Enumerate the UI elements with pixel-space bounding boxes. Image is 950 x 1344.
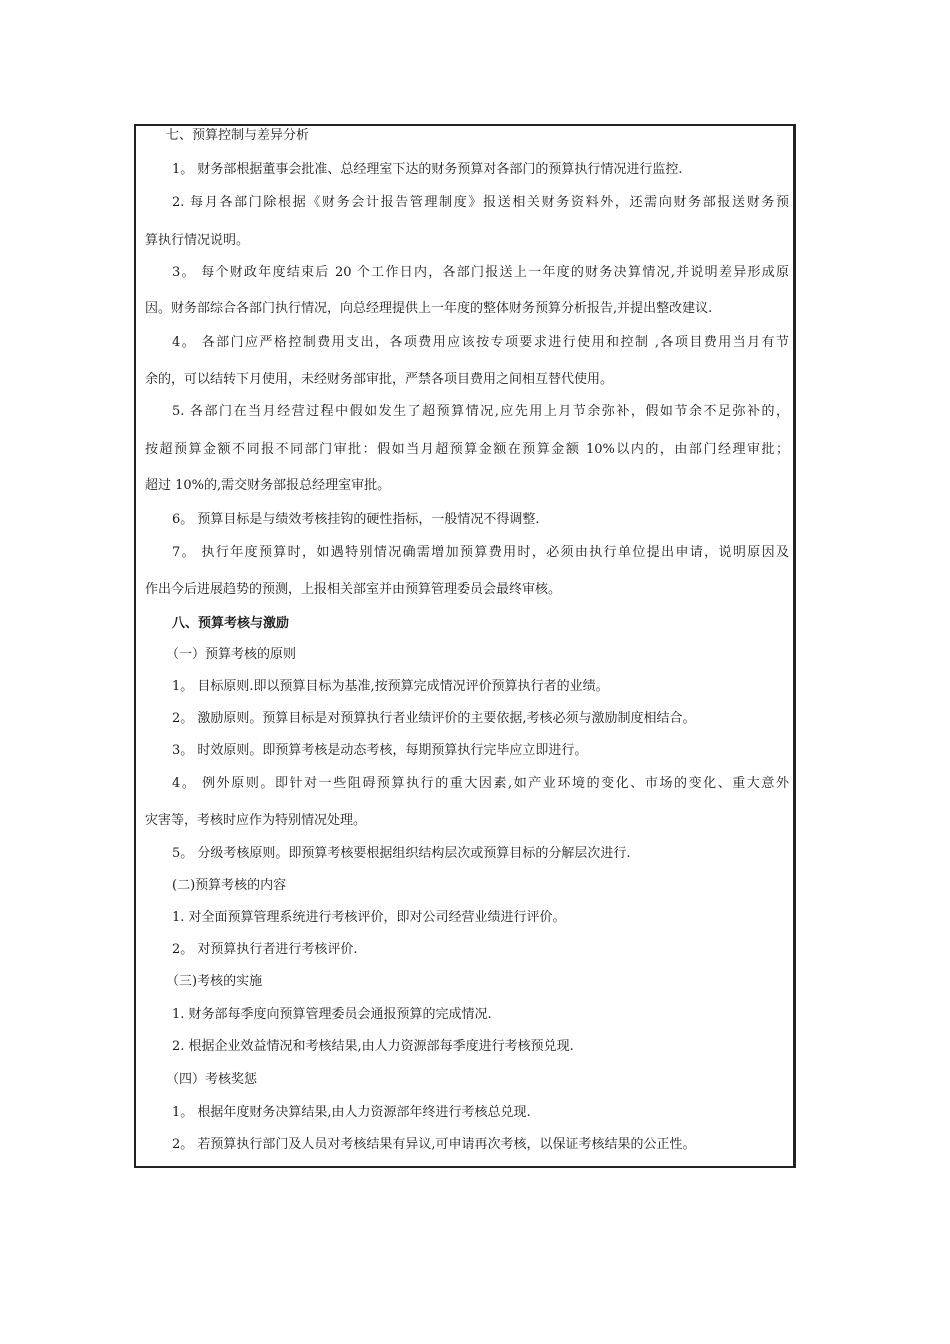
text-line-p8-r1: 1。 根据年度财务决算结果,由人力资源部年终进行考核总兑现. [172, 1105, 531, 1120]
text-line-p7-5a: 5. 各部门在当月经营过程中假如发生了超预算情况,应先用上月节余弥补，假如节余不足弥补的， [172, 404, 789, 419]
text-line-p8-i1: 1. 财务部每季度向预算管理委员会通报预算的完成情况. [172, 1007, 492, 1022]
text-line-p7-4b: 余的，可以结转下月使用，未经财务部审批，严禁各项目费用之间相互替代使用。 [145, 372, 614, 387]
text-line-p7-3b: 因。财务部综合各部门执行情况，向总经理提供上一年度的整体财务预算分析报告,并提出整改建议. [145, 301, 713, 316]
text-line-p7-5b: 按超预算金额不同报不同部门审批：假如当月超预算金额在预算金额 10%以内的，由部门经理审批； [145, 442, 789, 457]
text-line-p8-i2: 2. 根据企业效益情况和考核结果,由人力资源部每季度进行考核预兑现. [172, 1039, 574, 1054]
text-line-h8: 八、预算考核与激励 [172, 616, 290, 631]
text-line-p8-4a: 4。 例外原则。即针对一些阻碍预算执行的重大因素,如产业环境的变化、市场的变化、重大意外 [172, 776, 789, 791]
text-line-p8-c2: 2。 对预算执行者进行考核评价. [172, 942, 358, 957]
text-line-p7-1: 1。 财务部根据董事会批准、总经理室下达的财务预算对各部门的预算执行情况进行监控. [172, 162, 683, 177]
text-line-p7-7b: 作出今后进展趋势的预测，上报相关部室并由预算管理委员会最终审核。 [145, 582, 562, 597]
text-line-p7-6: 6。 预算目标是与绩效考核挂钩的硬性指标，一般情况不得调整. [172, 512, 540, 527]
text-line-p7-7a: 7。 执行年度预算时，如遇特别情况确需增加预算费用时，必须由执行单位提出申请，说明原因及 [172, 545, 789, 560]
text-line-p8-5: 5。 分级考核原则。即预算考核要根据组织结构层次或预算目标的分解层次进行. [172, 846, 631, 861]
text-line-p7-4a: 4。 各部门应严格控制费用支出，各项费用应该按专项要求进行使用和控制 ,各项目费用当月有节 [172, 335, 789, 350]
text-line-h8-4: （四）考核奖惩 [166, 1072, 258, 1087]
frame-right-rule [793, 126, 794, 1166]
text-line-p7-3a: 3。 每个财政年度结束后 20 个工作日内，各部门报送上一年度的财务决算情况,并说明差异形成原 [172, 265, 789, 280]
text-line-p8-1: 1。 目标原则.即以预算目标为基准,按预算完成情况评价预算执行者的业绩。 [172, 679, 609, 694]
text-line-p8-r2: 2。 若预算执行部门及人员对考核结果有异议,可申请再次考核，以保证考核结果的公正性。 [172, 1137, 696, 1152]
text-line-h7: 七、预算控制与差异分析 [166, 128, 310, 143]
text-line-p8-3: 3。 时效原则。即预算考核是动态考核，每期预算执行完毕应立即进行。 [172, 743, 588, 758]
text-line-h8-2: (二)预算考核的内容 [172, 878, 287, 893]
text-line-p8-4b: 灾害等，考核时应作为特别情况处理。 [145, 813, 367, 828]
text-line-p7-2a: 2. 每月各部门除根据《财务会计报告管理制度》报送相关财务资料外，还需向财务部报送财务预 [172, 195, 789, 210]
text-line-p8-c1: 1. 对全面预算管理系统进行考核评价，即对公司经营业绩进行评价。 [172, 910, 566, 925]
text-line-p7-5c: 超过 10%的,需交财务部报总经理室审批。 [145, 478, 391, 493]
text-line-h8-3: （三)考核的实施 [166, 974, 263, 989]
text-line-h8-1: （一）预算考核的原则 [166, 647, 297, 662]
text-line-p8-2: 2。 激励原则。预算目标是对预算执行者业绩评价的主要依据,考核必须与激励制度相结合。 [172, 711, 696, 726]
text-line-p7-2b: 算执行情况说明。 [145, 233, 250, 248]
